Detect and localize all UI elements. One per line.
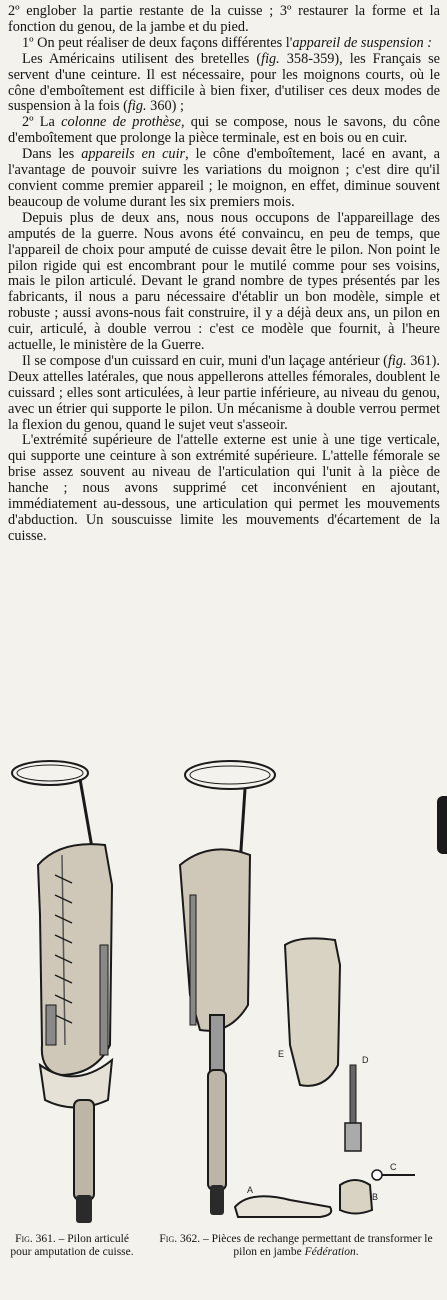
text-run: , le cône d'emboîtement, lacé en avant, a l'avantage de pouvoir suivre les variations du moignon ; c'est dire qu'il convient comme premier appareil ; le moignon, en effet, diminue souvent beaucoup de volume durant les six premiers mois. [8,146,440,210]
figure-362-caption-italic: Fédération [304,1245,356,1258]
part-label-d: D [362,1055,369,1065]
italic-text: fig. [127,98,147,115]
paragraph [8,115,440,147]
paragraph [8,211,440,354]
part-label-a: A [247,1185,254,1195]
figure-362-caption [158,1233,434,1258]
figure-362-caption-text: – Pièces de rechange permettant de transformer le pilon en jambe [203,1233,433,1258]
paragraph [8,147,440,211]
body-text [8,4,440,545]
paragraph [8,36,440,52]
figure-361-illustration [0,745,160,1225]
text-run: Les Américains utilisent des bretelles ( [22,50,262,67]
figure-361-label: Fig. 361. [15,1233,56,1245]
page-edge-mark [437,796,447,854]
text-run: L'extrémité supérieure de l'attelle externe est unie à une tige verticale, qui supporte une ceinture à son extrémité supérieure. L'attelle fémorale se brise assez souvent au niveau de l'articulation qui l'unit à la pièce de hanche ; nous avons supprimé cet inconvénient en ajoutant, immédiatement au-dessous, une articulation qui permet les mouvements d'abduction. Un souscuisse limite les mouvements d'écartement de la cuisse. [8,432,440,544]
figure-362-illustration [150,745,440,1225]
figure-362-caption-end: . [355,1245,359,1258]
text-run: 358-359), les Français se servent d'une ceinture. Il est nécessaire, pour les moignons courts, où le cône d'emboîtement est difficile à bien fixer, d'utiliser ces deux modes de suspension à la fois ( [8,50,440,115]
italic-text: fig. [387,352,407,369]
text-run: 360) ; [146,98,184,115]
figure-362-label: Fig. 362. [159,1233,201,1245]
italic-text: colonne de prothèse [61,114,182,131]
text-run: , qui se compose, nous le savons, du cône d'emboîtement que prolonge la pièce terminale, est en bois ou en cuir. [8,114,441,147]
text-run: 1º On peut réaliser de deux façons différentes l' [22,34,293,51]
paragraph [8,4,440,36]
text-run: 361). Deux attelles latérales, que nous appellerons attelles fémorales, doublent le cuissard ; elles sont articulées, à leur partie inférieure, au niveau du genou, avec un étrier qui supporte le pilon. Un mécanisme à double verrou permet la flexion du genou, quand le sujet veut s'asseoir. [8,352,440,433]
text-run: Depuis plus de deux ans, nous nous occupons de l'appareillage des amputés de la guerre. Nous avons été convaincu, en peu de temps, que l'appareil de choix pour amputé de cuisse devait être le pilon. Non point le pilon rigide qui est encombrant pour le mutilé comme pour ses voisins, mais le pilon articulé. Devant le grand nombre de types présentés par les fabricants, il nous a paru nécessaire d'établir un bon modèle, simple et robuste ; aussi avons-nous fait construire, il y a déjà deux ans, un pilon en cuir, articulé, à double verrou : c'est ce modèle que fournit, à l'heure actuelle, le ministère de la Guerre. [8,209,440,354]
text-run: Il se compose d'un cuissard en cuir, muni d'un laçage antérieur ( [22,352,388,369]
text-run: Dans les [22,146,82,163]
figure-361-caption [8,1233,136,1258]
part-label-b: B [372,1192,379,1202]
italic-text: appareil de suspension : [292,34,432,51]
figures-area [0,745,447,1258]
paragraph [8,354,440,434]
paragraph [8,433,440,544]
figure-361-caption-text: – Pilon articulé pour amputation de cuisse. [10,1233,134,1258]
text-run: 2º La [22,114,62,131]
paragraph [8,52,440,116]
part-label-e: E [278,1049,285,1059]
italic-text: appareils en cuir [81,146,186,163]
text-run: 2º englober la partie restante de la cuisse ; 3º restaurer la forme et la fonction du genou, de la jambe et du pied. [8,3,440,35]
italic-text: fig. [261,50,280,67]
part-label-c: C [390,1162,397,1172]
